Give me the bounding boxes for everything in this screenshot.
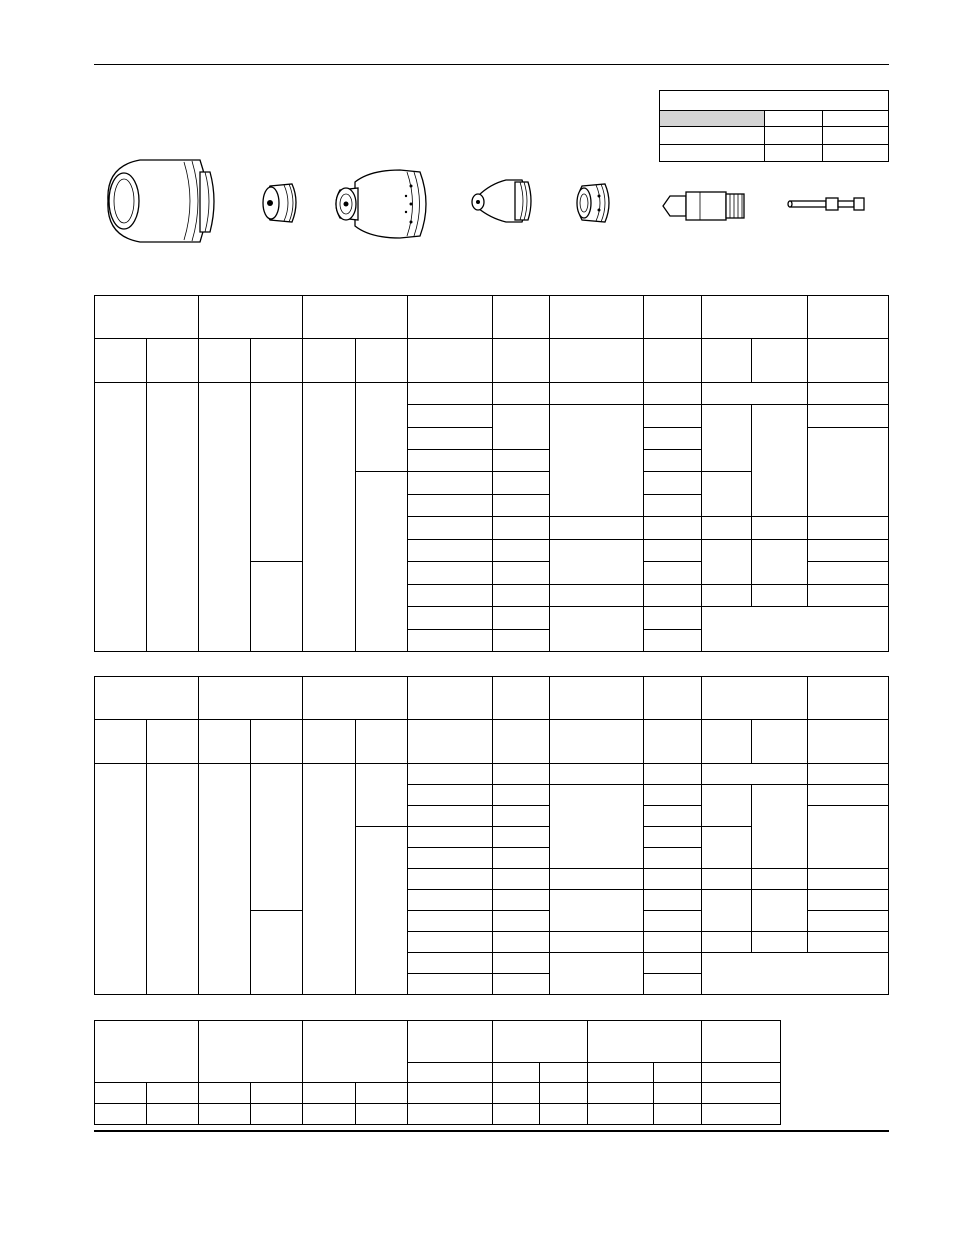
footer-rule xyxy=(94,1130,889,1132)
